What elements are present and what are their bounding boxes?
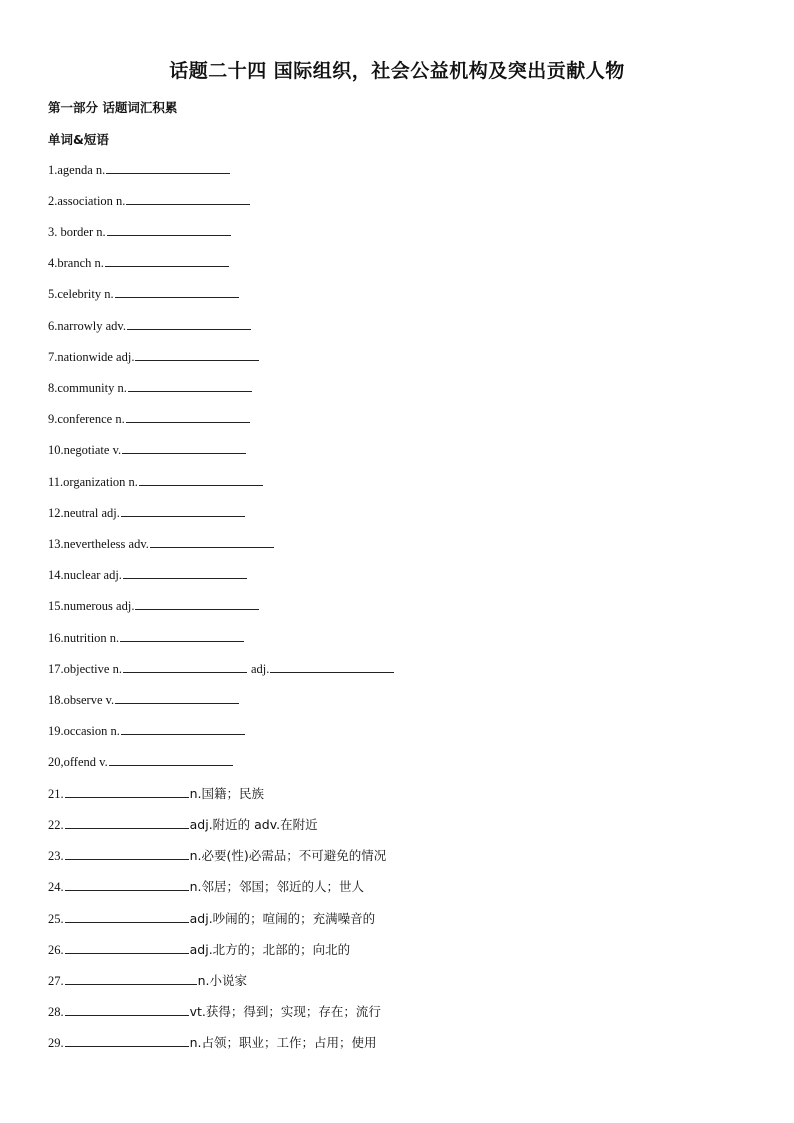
answer-blank[interactable] [126,191,250,205]
meaning-text: n.邻居；邻国；邻近的人；世人 [189,879,365,894]
answer-blank[interactable] [105,253,229,267]
vocab-item [48,316,252,334]
vocab-item [48,971,247,989]
vocab-item [48,752,234,770]
term-text: 5.celebrity n. [48,287,114,301]
vocab-item [48,284,240,302]
meaning-text: adj.北方的；北部的；向北的 [189,942,351,957]
vocab-item [48,659,395,677]
vocab-item [48,877,364,895]
answer-blank[interactable] [270,659,394,673]
term-text: 15.numerous adj. [48,599,135,613]
vocab-item [48,909,375,927]
vocab-item [48,378,253,396]
vocab-item [48,784,264,802]
term-text: 2.association n. [48,194,126,208]
answer-blank[interactable] [115,690,239,704]
term-text: 7.nationwide adj. [48,350,135,364]
answer-blank[interactable] [123,659,247,673]
term-pos: adj. [250,662,270,676]
vocab-item [48,409,251,427]
term-text: 8.community n. [48,381,127,395]
answer-blank[interactable] [65,940,189,954]
answer-blank[interactable] [65,846,189,860]
vocab-item [48,222,232,240]
answer-blank[interactable] [65,815,189,829]
meaning-text: n.必要(性)必需品；不可避免的情况 [189,848,387,863]
answer-blank[interactable] [115,284,239,298]
answer-blank[interactable] [107,222,231,236]
answer-blank[interactable] [65,877,189,891]
vocab-item [48,440,247,458]
meaning-text: n.国籍；民族 [189,786,265,801]
part-heading: 第一部分 话题词汇积累 [48,100,178,115]
vocab-item [48,940,350,958]
answer-blank[interactable] [109,752,233,766]
answer-blank[interactable] [121,503,245,517]
term-text: 1.agenda n. [48,163,106,177]
answer-blank[interactable] [150,534,274,548]
term-text: 12.neutral adj. [48,506,120,520]
vocab-item [48,628,245,646]
answer-blank[interactable] [123,565,247,579]
vocab-item [48,846,386,864]
vocab-item [48,472,264,490]
item-number: 23. [48,849,64,863]
vocab-item [48,160,231,178]
item-number: 24. [48,880,64,894]
term-text: 16.nutrition n. [48,631,120,645]
vocab-item [48,1002,381,1020]
item-number: 27. [48,974,64,988]
vocab-item [48,690,240,708]
answer-blank[interactable] [128,378,252,392]
item-number: 22. [48,818,64,832]
meaning-text: adj.附近的 adv.在附近 [189,817,318,832]
section-heading: 单词&短语 [48,132,109,147]
vocab-item [48,191,251,209]
term-text: 4.branch n. [48,256,104,270]
vocab-item [48,721,246,739]
item-number: 28. [48,1005,64,1019]
vocab-item [48,815,318,833]
answer-blank[interactable] [65,971,197,985]
term-text: 3. border n. [48,225,106,239]
term-text: 20,offend v. [48,755,108,769]
item-number: 26. [48,943,64,957]
vocab-item [48,534,275,552]
meaning-text: n.占领；职业；工作；占用；使用 [189,1035,377,1050]
term-text: 9.conference n. [48,412,125,426]
answer-blank[interactable] [120,628,244,642]
meaning-text: adj.吵闹的；喧闹的；充满噪音的 [189,911,376,926]
item-number: 29. [48,1036,64,1050]
answer-blank[interactable] [139,472,263,486]
page-title: 话题二十四 国际组织，社会公益机构及突出贡献人物 [169,60,625,82]
term-text: 19.occasion n. [48,724,120,738]
vocab-item [48,253,230,271]
answer-blank[interactable] [122,440,246,454]
term-text: 13.nevertheless adv. [48,537,149,551]
meaning-text: n.小说家 [197,973,248,988]
item-number: 21. [48,787,64,801]
answer-blank[interactable] [65,909,189,923]
answer-blank[interactable] [65,784,189,798]
vocab-item [48,503,246,521]
vocab-item [48,347,260,365]
term-text: 11.organization n. [48,475,138,489]
term-text: 17.objective n. [48,662,122,676]
meaning-text: vt.获得；得到；实现；存在；流行 [189,1004,381,1019]
answer-blank[interactable] [65,1033,189,1047]
term-text: 10.negotiate v. [48,443,122,457]
answer-blank[interactable] [106,160,230,174]
term-text: 6.narrowly adv. [48,319,126,333]
answer-blank[interactable] [135,596,259,610]
item-number: 25. [48,912,64,926]
vocab-item [48,565,248,583]
answer-blank[interactable] [126,409,250,423]
term-text: 18.observe v. [48,693,115,707]
answer-blank[interactable] [121,721,245,735]
term-text: 14.nuclear adj. [48,568,122,582]
vocab-item [48,596,260,614]
answer-blank[interactable] [65,1002,189,1016]
answer-blank[interactable] [127,316,251,330]
vocab-item [48,1033,377,1051]
answer-blank[interactable] [135,347,259,361]
